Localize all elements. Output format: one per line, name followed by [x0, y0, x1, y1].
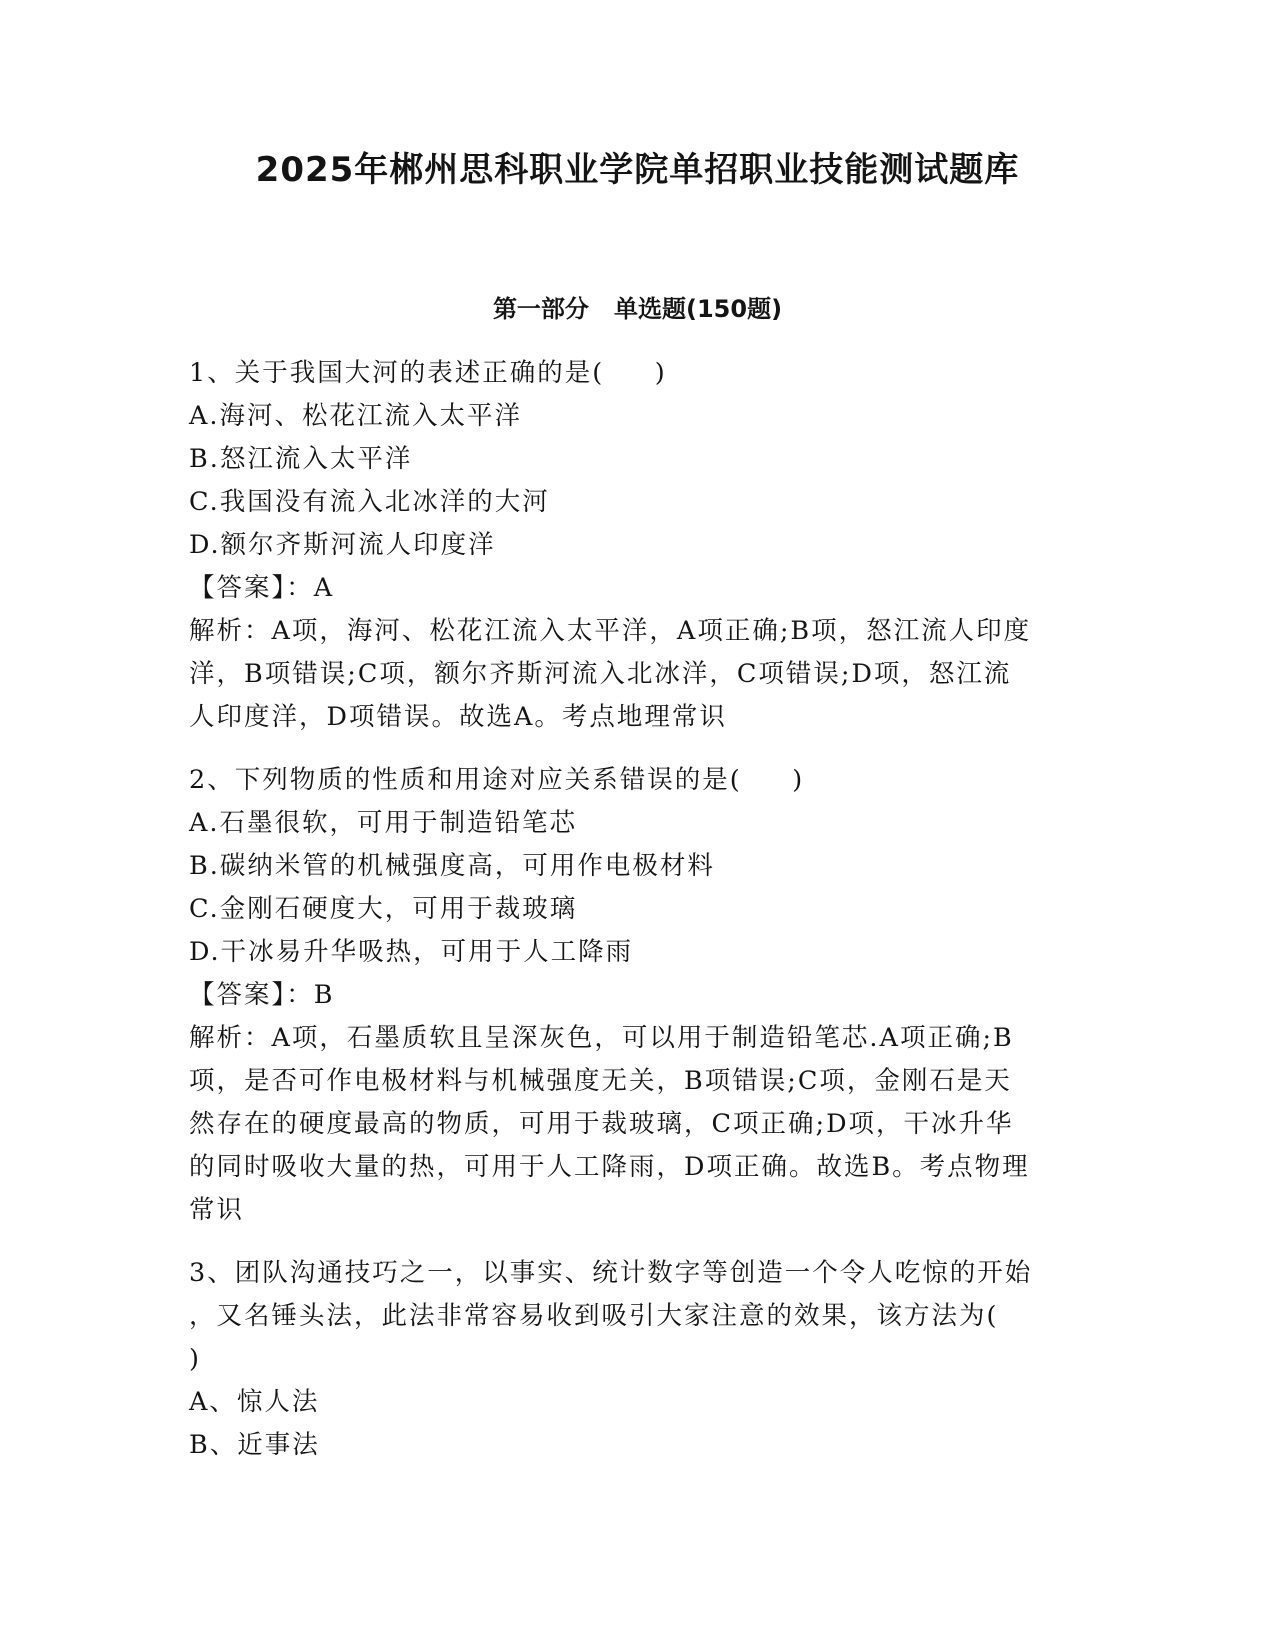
- option-d: D.干冰易升华吸热，可用于人工降雨: [189, 937, 634, 967]
- question-list: [189, 352, 1089, 1487]
- question-3: [189, 1252, 1089, 1467]
- analysis-line: 洋，B项错误;C项，额尔齐斯河流入北冰洋，C项错误;D项，怒江流: [189, 659, 1012, 689]
- option-d: D.额尔齐斯河流人印度洋: [189, 530, 496, 560]
- option-c: C.我国没有流入北冰洋的大河: [189, 487, 550, 517]
- analysis-line: 人印度洋，D项错误。故选A。考点地理常识: [189, 702, 727, 732]
- analysis-line: 常识: [189, 1195, 245, 1225]
- option-a: A、惊人法: [189, 1387, 320, 1417]
- section-title: 第一部分 单选题(150题): [492, 295, 783, 323]
- question-stem-line: ): [189, 1344, 201, 1374]
- document-title: 2025年郴州思科职业学院单招职业技能测试题库: [255, 150, 1020, 190]
- question-stem: 1、关于我国大河的表述正确的是( ): [189, 358, 667, 388]
- answer: 【答案】：A: [189, 573, 335, 603]
- question-stem: 2、下列物质的性质和用途对应关系错误的是( ): [189, 765, 805, 795]
- option-b: B.怒江流入太平洋: [189, 444, 413, 474]
- option-c: C.金刚石硬度大，可用于裁玻璃: [189, 894, 578, 924]
- option-a: A.海河、松花江流入太平洋: [189, 401, 523, 431]
- analysis-line: 然存在的硬度最高的物质，可用于裁玻璃，C项正确;D项，干冰升华: [189, 1109, 1014, 1139]
- option-b: B.碳纳米管的机械强度高，可用作电极材料: [189, 851, 715, 881]
- analysis-line: 解析：A项，海河、松花江流入太平洋，A项正确;B项，怒江流人印度: [189, 616, 1032, 646]
- question-stem-line: ，又名锤头法，此法非常容易收到吸引大家注意的效果，该方法为(: [189, 1301, 999, 1331]
- analysis-line: 的同时吸收大量的热，可用于人工降雨，D项正确。故选B。考点物理: [189, 1152, 1030, 1182]
- analysis-line: 解析：A项，石墨质软且呈深灰色，可以用于制造铅笔芯.A项正确;B: [189, 1023, 1014, 1053]
- option-a: A.石墨很软，可用于制造铅笔芯: [189, 808, 578, 838]
- question-1: [189, 352, 1089, 739]
- option-b: B、近事法: [189, 1430, 320, 1460]
- analysis-line: 项，是否可作电极材料与机械强度无关，B项错误;C项，金刚石是天: [189, 1066, 1012, 1096]
- question-2: [189, 759, 1089, 1232]
- answer: 【答案】：B: [189, 980, 335, 1010]
- question-stem-line: 3、团队沟通技巧之一，以事实、统计数字等创造一个令人吃惊的开始: [189, 1258, 1033, 1288]
